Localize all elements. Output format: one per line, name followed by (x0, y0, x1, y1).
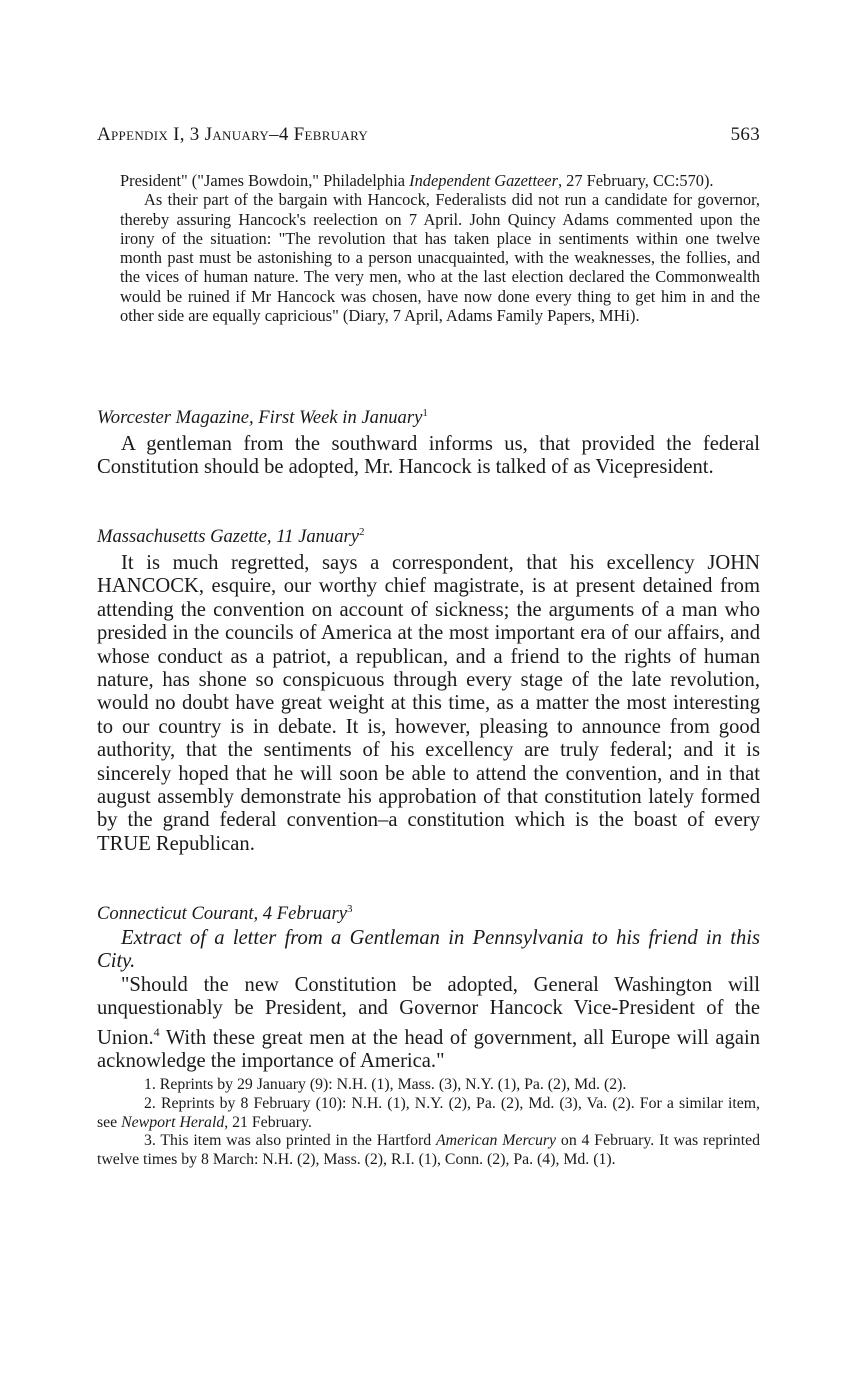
letter-extract-title: Extract of a letter from a Gentleman in Pennsylvania to his friend in this City. (97, 927, 760, 973)
running-head-title: Appendix I, 3 January–4 February (97, 124, 369, 145)
section-heading-connecticut: Connecticut Courant, 4 February$^3$ (97, 903, 353, 924)
section-heading-massachusetts: Massachusetts Gazette, 11 January$^2$ (97, 526, 365, 547)
section-body-connecticut (97, 927, 760, 1073)
running-head (97, 124, 760, 146)
section-body-massachusetts (97, 552, 760, 856)
footnote-ref: 4 (153, 1024, 160, 1039)
article-text: "Should the new Constitution be adopted, General Washington will unquestionably be President, and Governor Hancock Vice-President of the Union.$^4$ With these great men at the head of government, all Europe will again acknowledge the importance of America." (97, 973, 760, 1073)
footnote-ref: 2 (359, 526, 365, 538)
note-paragraph (120, 171, 760, 190)
footnote-ref: 1 (422, 407, 428, 419)
section-heading-worcester: Worcester Magazine, First Week in January$^1$ (97, 407, 428, 428)
note-paragraph: As their part of the bargain with Hancock, Federalists did not run a candidate for governor, thereby assuring Hancock's reelection on 7 April. John Quincy Adams commented upon the irony of the situation: "The revolution that has taken place in sentiments within one twelve month past must be astonishing to a person unacquainted, with the weaknesses, the follies, and the vices of human nature. The very men, who at the last election declared the Commonwealth would be ruined if Mr Hancock was chosen, have now done every thing to get him in and the other side are equally capricious" (Diary, 7 April, Adams Family Papers, MHi). (120, 190, 760, 326)
footnote-ref: 3 (346, 903, 353, 915)
note-text: President" ("James Bowdoin," Philadelphia (120, 171, 410, 190)
article-text: It is much regretted, says a correspondent, that his excellency JOHN HANCOCK, esquire, our worthy chief magistrate, is at present detained from attending the convention on account of sickness; the arguments of a man who presided in the councils of America at the most important era of our affairs, and whose conduct as a patriot, a republican, and a friend to the rights of human nature, has shone so conspicuous through every stage of the late revolution, would no doubt have great weight at this time, as a matter the most interesting to our country is in debate. It is, however, pleasing to announce from good authority, that the sentiments of his excellency are truly federal; and it is sincerely hoped that he will soon be able to attend the convention, and in that august assembly demonstrate his approbation of that constitution lately formed by the grand federal convention–a constitution which is the boast of every TRUE Republican. (97, 552, 760, 855)
editorial-note-continuation (120, 171, 760, 325)
footnote-3: 3. This item was also printed in the Hartford American Mercury on 4 February. It was reprinted twelve times by 8 March: N.H. (2), Mass. (2), R.I. (1), Conn. (2), Pa. (4), Md. (1). (97, 1132, 760, 1169)
footnote-2: 2. Reprints by 8 February (10): N.H. (1), N.Y. (2), Pa. (2), Md. (3), Va. (2). For a similar item, see Newport Herald, 21 February. (97, 1094, 760, 1131)
footnotes (97, 1076, 760, 1170)
page-number: 563 (730, 124, 760, 145)
note-text: , 27 February, CC:570). (557, 171, 714, 190)
note-source-title: Independent Gazetteer (409, 171, 558, 190)
footnote-1: 1. Reprints by 29 January (9): N.H. (1), Mass. (3), N.Y. (1), Pa. (2), Md. (2). (144, 1076, 627, 1093)
article-text: A gentleman from the southward informs us, that provided the federal Constitution should be adopted, Mr. Hancock is talked of as Vicepresident. (97, 433, 760, 479)
section-body-worcester (97, 433, 760, 480)
